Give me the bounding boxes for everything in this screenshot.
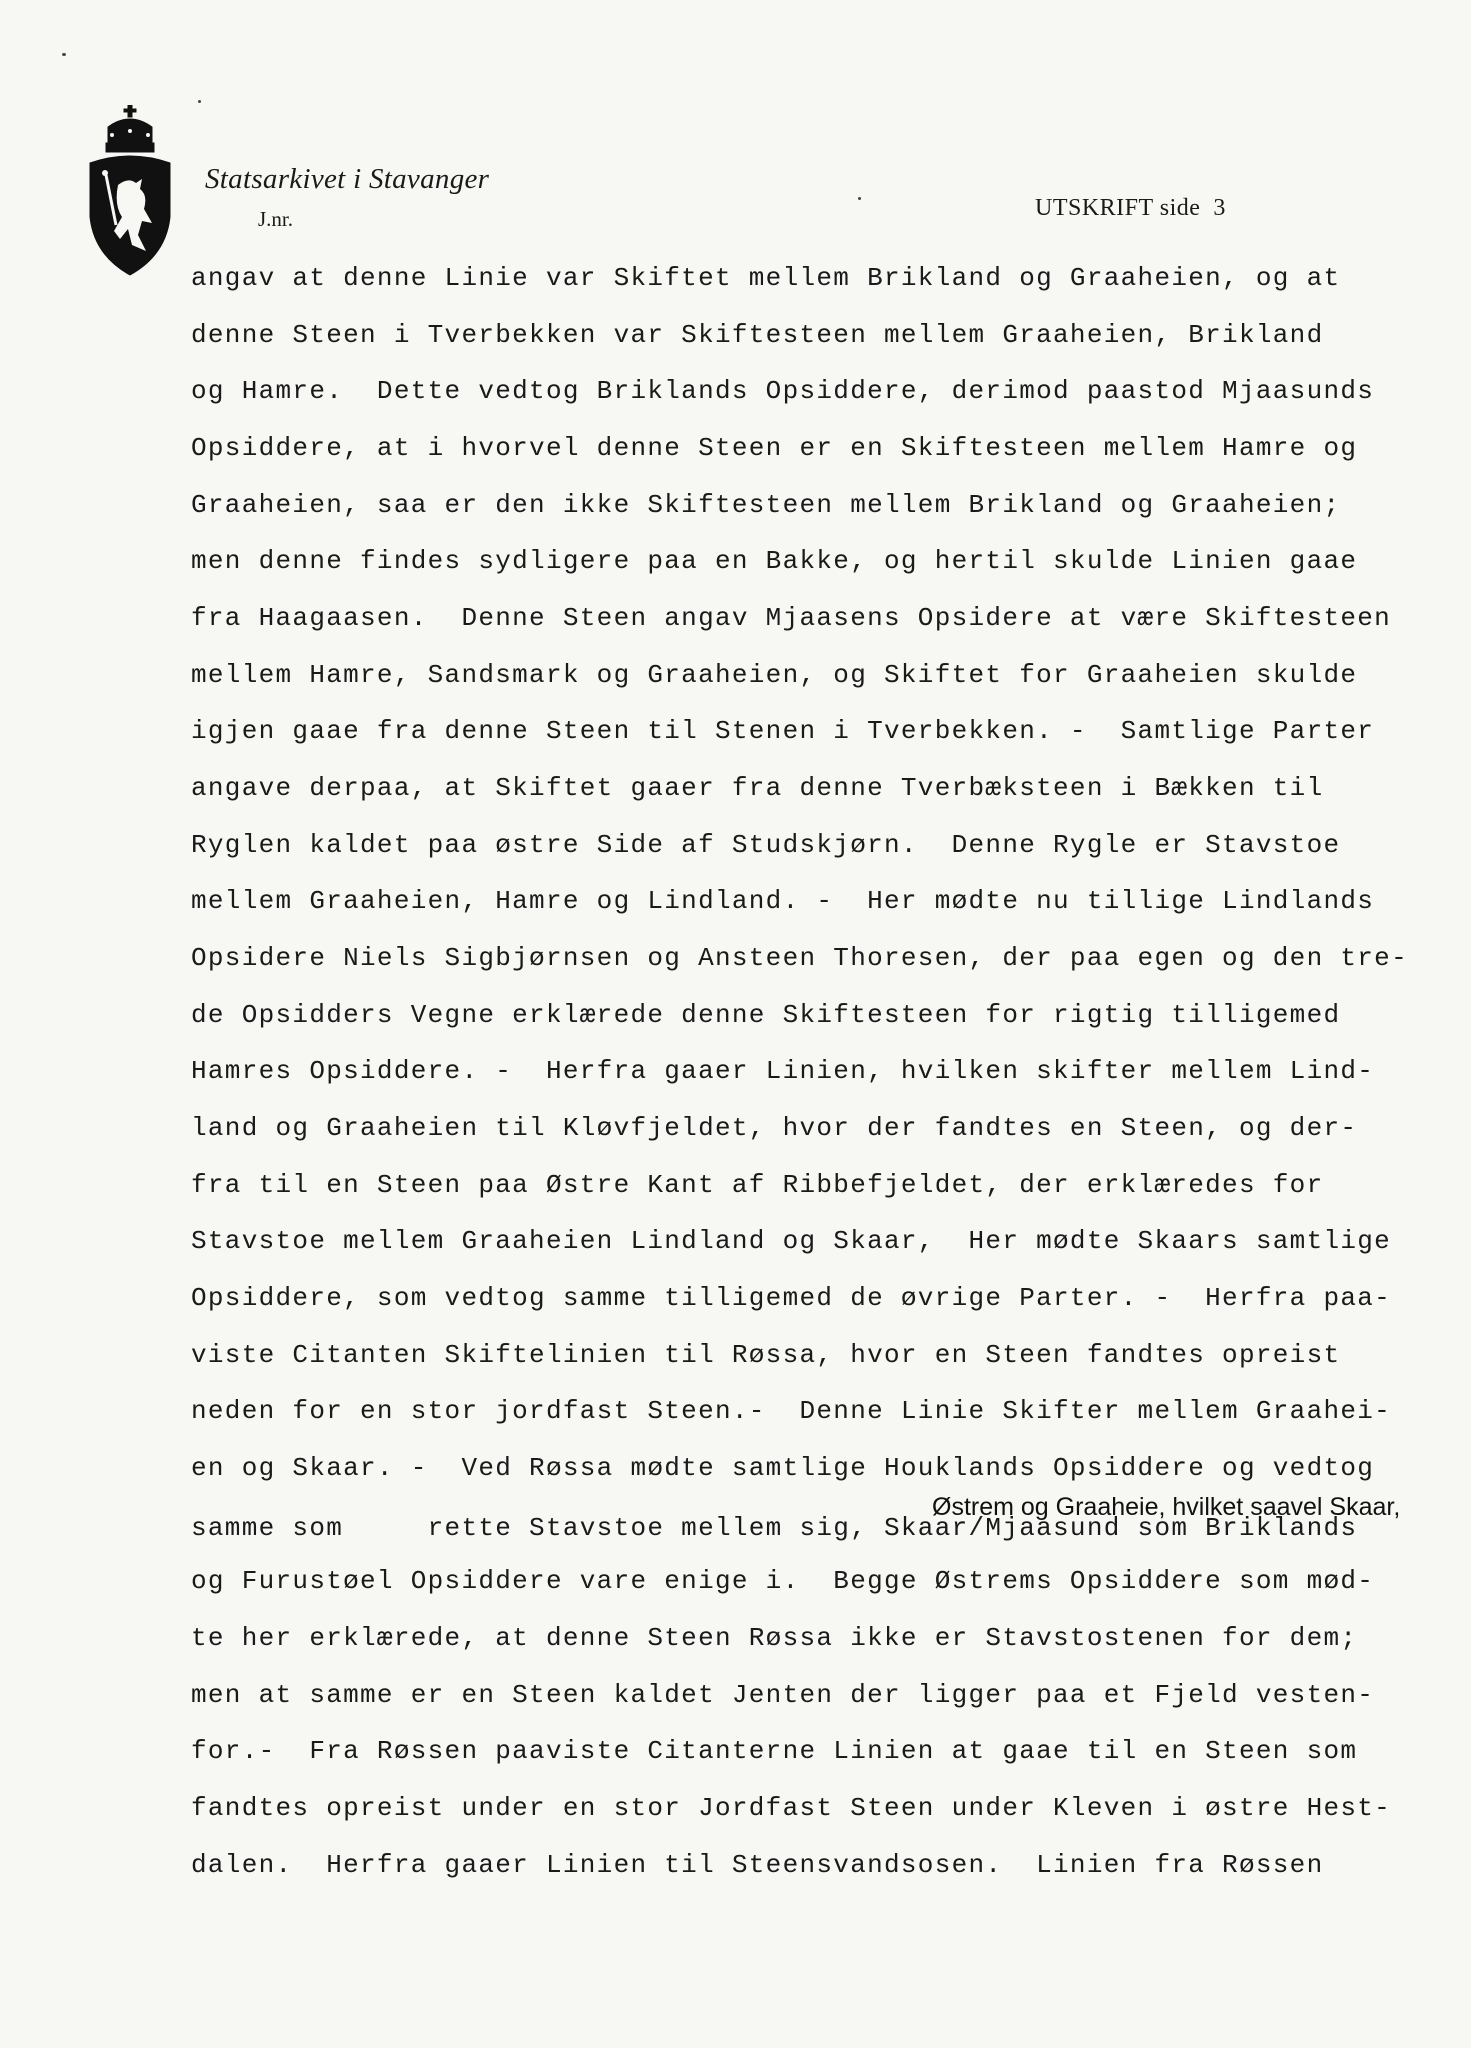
body-line: denne Steen i Tverbekken var Skiftesteen mellem Graaheien, Brikland <box>191 320 1324 350</box>
handwritten-insertion: Østrem og Graaheie, hvilket saavel Skaar, <box>932 1493 1401 1521</box>
transcript-page-label: UTSKRIFT side 3 <box>1035 195 1226 221</box>
body-line: Hamres Opsiddere. - Herfra gaaer Linien, hvilken skifter mellem Lind- <box>191 1056 1375 1086</box>
body-line: angav at denne Linie var Skiftet mellem Brikland og Graaheien, og at <box>191 263 1341 293</box>
body-line: og Hamre. Dette vedtog Briklands Opsiddere, derimod paastod Mjaasunds <box>191 376 1375 406</box>
body-line: dalen. Herfra gaaer Linien til Steensvandsosen. Linien fra Røssen <box>191 1850 1324 1880</box>
body-line: neden for en stor jordfast Steen.- Denne Linie Skifter mellem Graahei- <box>191 1396 1392 1426</box>
body-line: men denne findes sydligere paa en Bakke, og hertil skulde Linien gaae <box>191 546 1358 576</box>
body-line: for.- Fra Røssen paaviste Citanterne Linien at gaae til en Steen som <box>191 1736 1358 1766</box>
body-line: viste Citanten Skiftelinien til Røssa, hvor en Steen fandtes opreist <box>191 1340 1341 1370</box>
scan-speck <box>198 100 201 103</box>
body-line: Stavstoe mellem Graaheien Lindland og Skaar, Her mødte Skaars samtlige <box>191 1226 1392 1256</box>
body-line: og Furustøel Opsiddere vare enige i. Begge Østrems Opsiddere som mød- <box>191 1566 1375 1596</box>
body-line: igjen gaae fra denne Steen til Stenen i Tverbekken. - Samtlige Parter <box>191 716 1375 746</box>
body-line: te her erklærede, at denne Steen Røssa ikke er Stavstostenen for dem; <box>191 1623 1358 1653</box>
body-line: fra til en Steen paa Østre Kant af Ribbefjeldet, der erklæredes for <box>191 1170 1324 1200</box>
archive-name: Statsarkivet i Stavanger <box>205 163 490 195</box>
scan-speck <box>62 53 66 56</box>
body-line: de Opsidders Vegne erklærede denne Skiftesteen for rigtig tilligemed <box>191 1000 1341 1030</box>
body-line: Graaheien, saa er den ikke Skiftesteen mellem Brikland og Graaheien; <box>191 490 1341 520</box>
body-line: Ryglen kaldet paa østre Side af Studskjørn. Denne Rygle er Stavstoe <box>191 830 1341 860</box>
body-line: Opsiddere, som vedtog samme tilligemed de øvrige Parter. - Herfra paa- <box>191 1283 1392 1313</box>
body-line: fra Haagaasen. Denne Steen angav Mjaasens Opsidere at være Skiftesteen <box>191 603 1392 633</box>
journal-number-label: J.nr. <box>258 207 294 231</box>
body-line: men at samme er en Steen kaldet Jenten der ligger paa et Fjeld vesten- <box>191 1680 1375 1710</box>
body-line: mellem Hamre, Sandsmark og Graaheien, og Skiftet for Graaheien skulde <box>191 660 1358 690</box>
body-line: fandtes opreist under en stor Jordfast Steen under Kleven i østre Hest- <box>191 1793 1392 1823</box>
body-line: mellem Graaheien, Hamre og Lindland. - Her mødte nu tillige Lindlands <box>191 886 1375 916</box>
body-line: Opsidere Niels Sigbjørnsen og Ansteen Thoresen, der paa egen og den tre- <box>191 943 1408 973</box>
scan-speck <box>858 197 861 200</box>
body-line: samme som rette Stavstoe mellem sig, Skaar/Mjaasund som Briklands <box>191 1513 1358 1543</box>
body-line: land og Graaheien til Kløvfjeldet, hvor der fandtes en Steen, og der- <box>191 1113 1358 1143</box>
coat-of-arms-logo <box>88 105 172 277</box>
body-line: en og Skaar. - Ved Røssa mødte samtlige Houklands Opsiddere og vedtog <box>191 1453 1375 1483</box>
body-line: Opsiddere, at i hvorvel denne Steen er en Skiftesteen mellem Hamre og <box>191 433 1358 463</box>
body-line: angave derpaa, at Skiftet gaaer fra denne Tverbæksteen i Bækken til <box>191 773 1324 803</box>
